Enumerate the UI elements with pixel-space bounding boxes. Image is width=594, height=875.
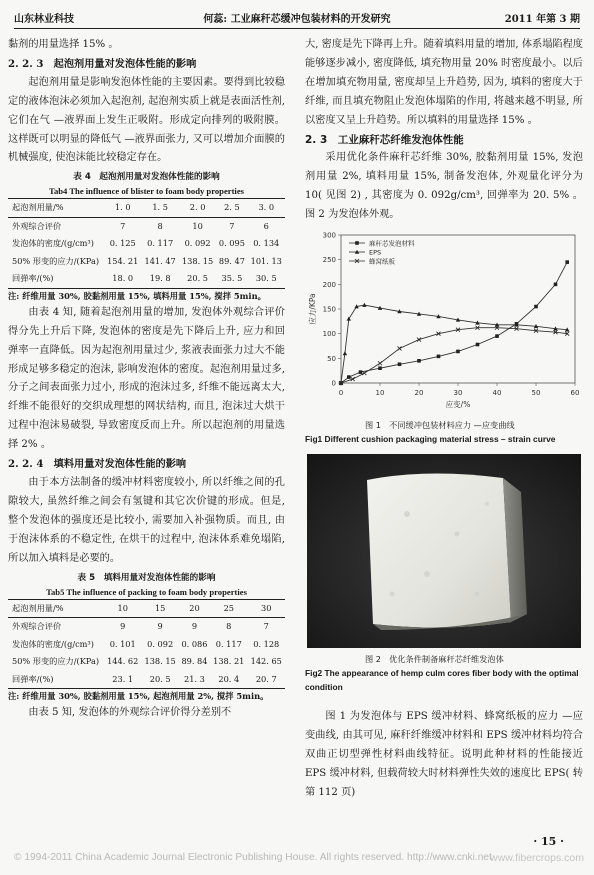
table-cell: 发泡体的密度/(g/cm³): [12, 238, 94, 249]
data-point: [398, 347, 402, 351]
table-cell: 20: [179, 599, 210, 618]
table-row: [8, 253, 285, 271]
table-cell: 8: [157, 220, 163, 231]
y-tick-label: 200: [322, 280, 336, 289]
table-cell: 50% 形变的应力/(KPa): [12, 656, 100, 667]
header-rule: [14, 28, 580, 29]
table-cell: 25: [210, 599, 247, 618]
table-cell: 23. 1: [112, 673, 134, 684]
table-cell: 2. 5: [216, 199, 247, 218]
data-point: [456, 350, 460, 354]
table-cell: 0. 117: [147, 238, 174, 249]
table-cell: 138. 21: [213, 656, 245, 667]
table-cell: 154. 21: [107, 255, 139, 266]
x-tick-label: 30: [453, 389, 463, 398]
legend-label: EPS: [369, 248, 382, 257]
data-point: [355, 241, 359, 245]
table-cell: 10: [104, 599, 141, 618]
table-cell: 8: [226, 621, 232, 632]
data-point: [565, 260, 569, 264]
y-tick-label: 150: [322, 305, 336, 314]
x-tick-label: 40: [492, 389, 502, 398]
y-tick-label: 0: [331, 379, 336, 388]
table-cell: 50% 形变的应力/(KPa): [12, 255, 100, 266]
table-cell: 144. 62: [107, 656, 139, 667]
table-cell: 回弹率/(%): [12, 273, 54, 284]
table-cell: 21. 3: [184, 673, 205, 684]
paragraph: 大, 密度是先下降再上升。随着填料用量的增加, 体系塌陷程度能够逐步减小, 密度降低, 填充物用量 20% 时密度最小。以后在增加填充物用量, 密度却呈上升趋势, 因为, 填料的密度大于纤维, 而且填充物阻止发泡体塌陷的作用, 将越来越不明显, 所以密度又呈上升趋势。所以填料的用量选择 15% 。: [305, 39, 583, 126]
table-cell: 10: [192, 220, 203, 231]
table5-caption-en: Tab5 The influence of packing to foam body properties: [46, 586, 247, 597]
table4-caption-en: Tab4 The influence of blister to foam body properties: [49, 186, 244, 197]
table-5: [8, 599, 285, 690]
table-cell: 0. 086: [181, 638, 208, 649]
table-cell: 30. 5: [255, 273, 277, 284]
table-header-row: [8, 199, 285, 218]
section-heading: 2. 3 工业麻秆芯纤维发泡体性能: [305, 133, 464, 146]
table-cell: 7: [120, 220, 126, 231]
running-header: [14, 10, 580, 26]
table-cell: 外观综合评价: [12, 621, 62, 632]
table-cell: 回弹率/(%): [12, 673, 54, 684]
table-cell: 18. 0: [112, 273, 134, 284]
table-cell: 0. 092: [147, 638, 174, 649]
series-line: [341, 328, 567, 383]
table-cell: 35. 5: [221, 273, 243, 284]
table-cell: 15: [141, 599, 178, 618]
table4-note: 注: 纤维用量 30%, 胶黏剂用量 15%, 填料用量 15%, 搅拌 5min。: [8, 290, 266, 301]
table-cell: 30: [248, 599, 286, 618]
table4-caption-cn: 表 4 起泡剂用量对发泡体性能的影响: [73, 172, 220, 183]
y-tick-label: 50: [327, 354, 336, 363]
legend-label: 麻秆芯发泡材料: [369, 239, 415, 248]
x-axis-label: 应变/%: [445, 400, 471, 410]
figure1-caption-cn: 图 1 不同缓冲包装材料应力 —应变曲线: [365, 420, 515, 431]
data-point: [378, 366, 382, 370]
table-row: [8, 618, 285, 636]
table-row: [8, 653, 285, 671]
series-line: [341, 305, 567, 383]
copyright-text: © 1994-2011 China Academic Journal Electronic Publishing House. All rights reserved.: [14, 852, 405, 863]
table-cell: 0. 101: [109, 638, 136, 649]
paragraph: 由表 5 知, 发泡体的外观综合评价得分差别不: [28, 707, 232, 719]
table-cell: 2. 0: [179, 199, 216, 218]
table-cell: 0. 095: [218, 238, 245, 249]
issue-label: 2011 年第 3 期: [504, 14, 580, 25]
table-cell: 9: [120, 621, 126, 632]
table-row: [8, 235, 285, 253]
table-cell: 138. 15: [181, 255, 214, 266]
table-cell: 101. 13: [250, 255, 282, 266]
paragraph: 由于本方法制备的缓冲材料密度较小, 所以纤维之间的孔隙较大, 虽然纤维之间会有氢键和其它次价键的形成。但是, 整个发泡体的强度还是比较小, 需要加入补强物质。而且, 由于泡沫体系的不稳定性, 在烘干的过程中, 泡沫体系难免塌陷, 所以加入填料是必要的。: [8, 477, 285, 564]
stress-strain-chart: [305, 229, 583, 414]
figure-1-chart: [305, 229, 583, 414]
table-cell: 0. 117: [215, 638, 242, 649]
table-cell: 1. 5: [141, 199, 178, 218]
paragraph: 黏剂的用量选择 15% 。: [8, 39, 119, 50]
footer-url[interactable]: http://www.cnki.net: [406, 852, 492, 863]
paragraph: 采用优化条件麻秆芯纤维 30%, 胶黏剂用量 15%, 发泡剂用量 2%, 填料用量 15%, 制备发泡体, 外观量化评分为 10( 见图 2) , 其密度为 0. 092g/cm³, 回弹率为 20. 5% 。图 2 为发泡体外观。: [305, 152, 583, 221]
series-line: [341, 262, 567, 383]
table-cell: 外观综合评价: [12, 220, 62, 231]
table-cell: 9: [157, 621, 163, 632]
data-point: [417, 359, 421, 363]
data-point: [554, 283, 558, 287]
foam-block-image: [307, 454, 581, 648]
y-axis-label: 应力/KPa: [308, 293, 317, 325]
table5-caption-cn: 表 5 填料用量对发泡体性能的影响: [77, 572, 216, 583]
table5-note: 注: 纤维用量 30%, 胶黏剂用量 15%, 起泡剂用量 2%, 搅拌 5min。: [8, 691, 269, 702]
table-header-row: [8, 599, 285, 618]
figure2-caption-cn: 图 2 优化条件制备麻秆芯纤维发泡体: [365, 654, 504, 665]
data-point: [437, 355, 441, 359]
data-point: [343, 351, 347, 355]
data-point: [378, 361, 382, 365]
table-cell: 起泡剂用量/%: [8, 199, 104, 218]
table-cell: 0. 128: [253, 638, 280, 649]
table-cell: 0. 092: [184, 238, 211, 249]
article-header-title: 何蕊: 工业麻秆芯缓冲包装材料的开发研究: [203, 14, 391, 25]
table-cell: 0. 134: [253, 238, 280, 249]
watermark-text: www.fibercrops.com: [490, 852, 584, 864]
page-number: · 15 ·: [533, 835, 564, 848]
table-row: [8, 636, 285, 654]
table-cell: 20. 7: [255, 673, 277, 684]
data-point: [398, 363, 402, 367]
data-point: [534, 305, 538, 309]
data-point: [359, 370, 363, 374]
table-row: [8, 270, 285, 288]
table-cell: 7: [229, 220, 235, 231]
table-cell: 1. 0: [104, 199, 141, 218]
table-cell: 发泡体的密度/(g/cm³): [12, 638, 94, 649]
journal-name: 山东林业科技: [14, 14, 74, 25]
figure1-caption-en: Fig1 Different cushion packaging material stress – strain curve: [305, 434, 556, 445]
y-tick-label: 100: [322, 330, 336, 339]
table-cell: 20. 5: [149, 673, 171, 684]
table-cell: 141. 47: [144, 255, 176, 266]
paragraph: 图 1 为发泡体与 EPS 缓冲材料、蜂窝纸板的应力 —应变曲线, 由其可见, 麻秆纤维缓冲材料和 EPS 缓冲材料均符合双曲正切型弹性材料曲线特征。说明此种材料的性能接近 EPS 缓冲材料, 但载荷较大时材料弹性失效的速度比 EPS( 转第 112 页): [305, 711, 583, 798]
section-heading: 2. 2. 4 填料用量对发泡体性能的影响: [8, 458, 187, 471]
table-cell: 19. 8: [149, 273, 171, 284]
table-cell: 3. 0: [248, 199, 286, 218]
x-tick-label: 0: [338, 389, 344, 398]
table-cell: 6: [263, 220, 269, 231]
x-tick-label: 60: [570, 389, 580, 398]
table-cell: 起泡剂用量/%: [8, 599, 104, 618]
y-tick-label: 250: [322, 256, 336, 265]
data-point: [347, 375, 351, 379]
table-cell: 89. 47: [218, 255, 245, 266]
y-tick-label: 300: [322, 231, 336, 240]
x-tick-label: 10: [375, 389, 385, 398]
data-point: [362, 303, 366, 307]
table-4: [8, 198, 285, 289]
table-row: [8, 217, 285, 235]
paragraph: 起泡剂用量是影响发泡体性能的主要因素。要得到比较稳定的液体泡沫必须加入起泡剂, 起泡剂实质上就是表面活性剂, 它们在气 —液界面上发生正吸附。形成定向排列的吸附膜。这样既可以明显的降低气 —液界面张力, 又可以增加介面膜的机械强度, 使泡沫能比较稳定存在。: [8, 76, 285, 164]
legend-label: 蜂窝纸板: [369, 257, 395, 266]
foam-body-photo: [307, 454, 581, 648]
data-point: [476, 343, 480, 347]
table-cell: 20. 4: [218, 673, 240, 684]
table-cell: 89. 84: [181, 656, 208, 667]
table-cell: 20. 5: [187, 273, 209, 284]
x-tick-label: 50: [531, 389, 541, 398]
left-column: [8, 36, 285, 723]
table-cell: 0. 125: [109, 238, 136, 249]
figure2-caption-en: Fig2 The appearance of hemp culm cores fiber body with the optimal condition: [305, 668, 579, 693]
table-row: [8, 671, 285, 689]
table-cell: 138. 15: [144, 656, 176, 667]
right-column: [305, 36, 583, 803]
x-tick-label: 20: [414, 389, 424, 398]
table-cell: 7: [263, 621, 269, 632]
section-heading: 2. 2. 3 起泡剂用量对发泡体性能的影响: [8, 57, 197, 70]
table-cell: 9: [191, 621, 198, 632]
paragraph: 由表 4 知, 随着起泡剂用量的增加, 发泡体外观综合评价得分先上升后下降, 发泡体的密度是先下降后上升, 应力和回弹率一直降低。因为起泡剂用量过少, 浆液表面张力过大不能形成足够多稳定的泡沫, 影响发泡体的密度。起泡剂用量过多, 分子之间表面张力过小, 形成的泡沫过多, 纤维不能远离太大, 纤维不能很好的交织成理想的网状结构, 而且, 泡沫过大烘干过程中泡沫易破裂, 导致密度反而上升。所以起泡剂的用量选择 2% 。: [8, 306, 285, 451]
table-cell: 142. 65: [250, 656, 282, 667]
data-point: [351, 377, 355, 381]
data-point: [495, 334, 499, 338]
